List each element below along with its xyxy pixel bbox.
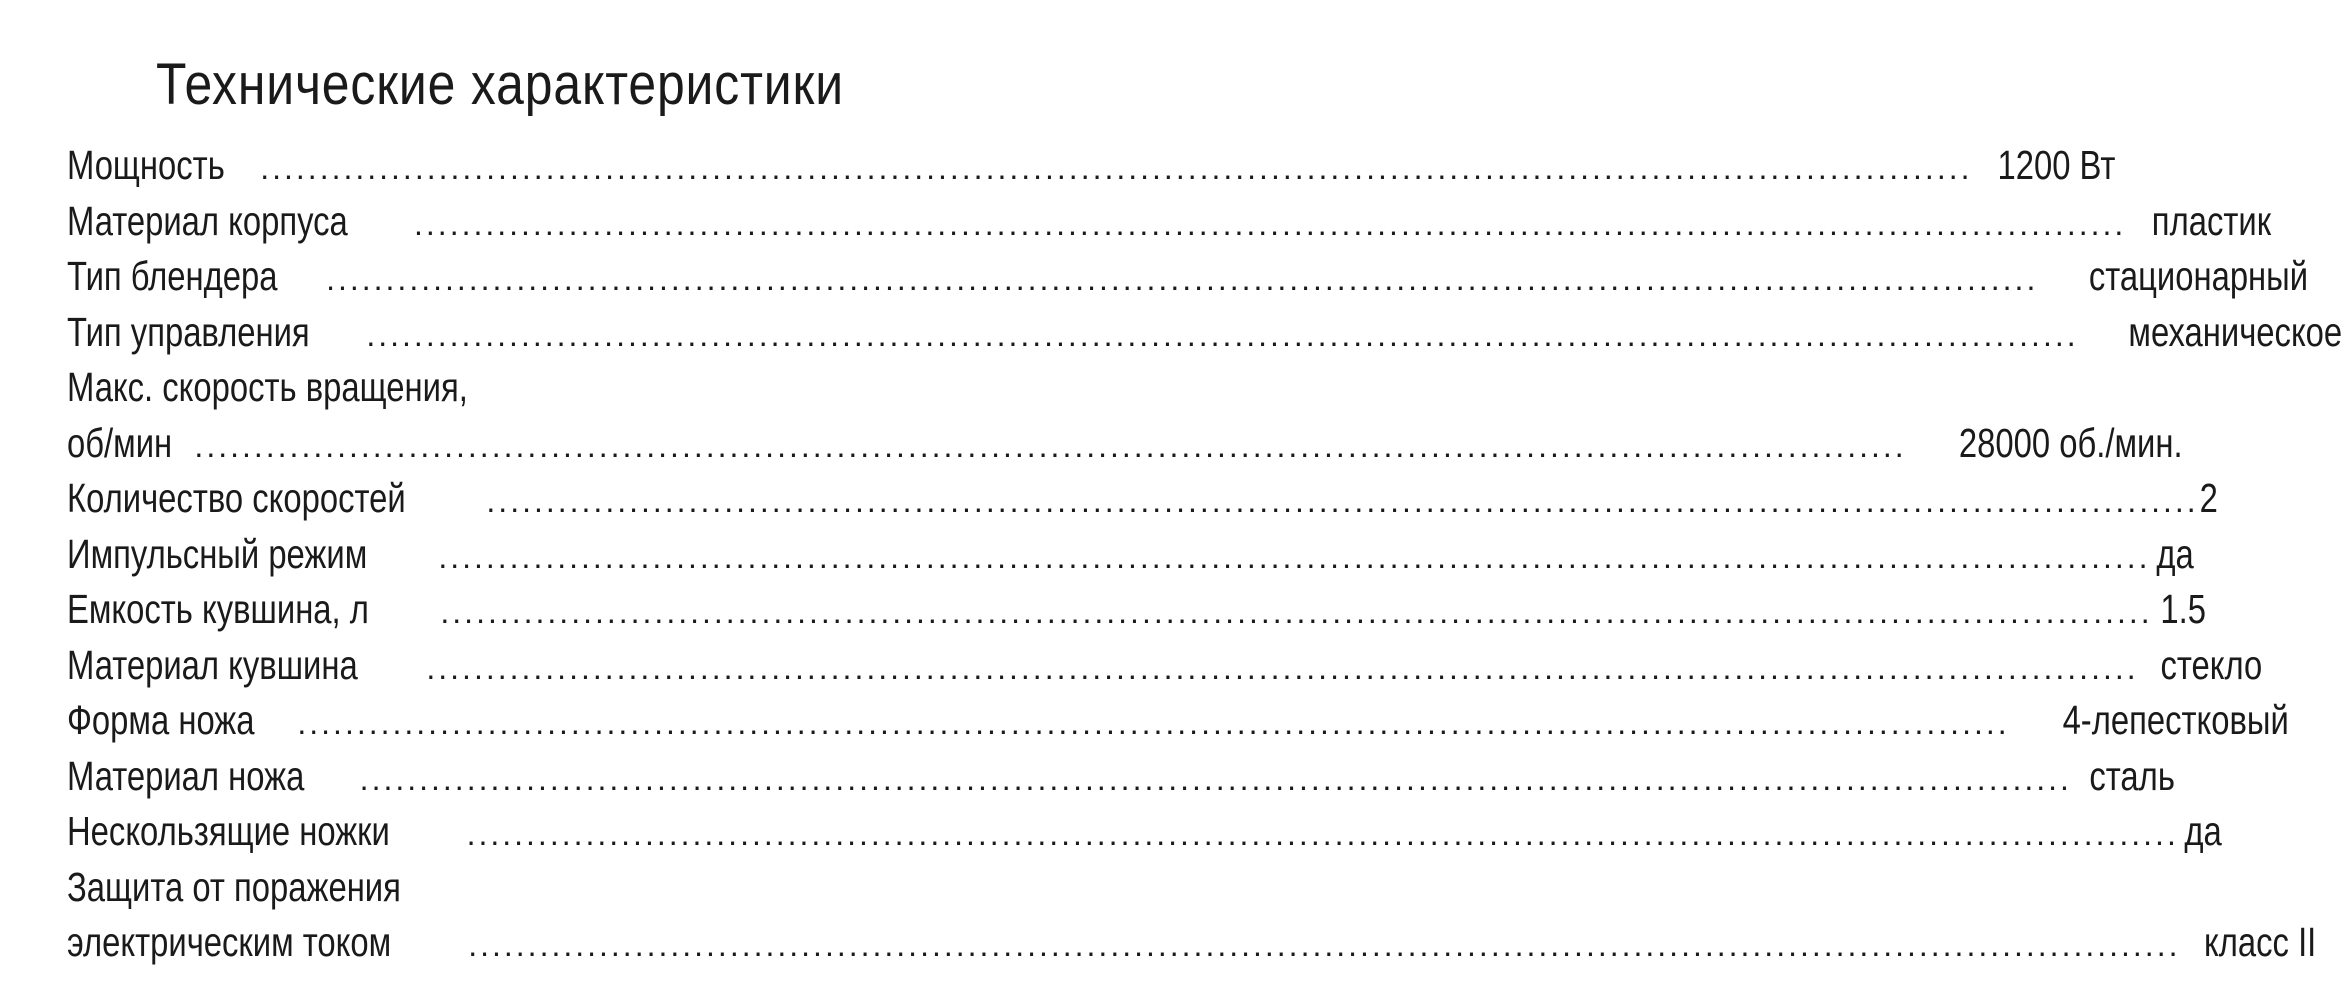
spec-value: класс II [2204, 919, 2317, 965]
spec-label-line1: Макс. скорость вращения, [67, 364, 468, 410]
spec-label: Материал ножа [67, 752, 305, 799]
dot-leader: ................................................................................................................................................ [414, 205, 2127, 242]
spec-value: да [2184, 808, 2222, 854]
spec-row-shock-protection [67, 915, 2317, 971]
spec-row-max-speed [67, 416, 2183, 472]
dot-leader: ................................................................................................................................................ [426, 649, 2139, 686]
spec-label: Форма ножа [67, 697, 255, 743]
dot-leader: ................................................................................................................................................ [297, 705, 2010, 741]
spec-row-blade-shape [67, 693, 2289, 749]
spec-value: стекло [2160, 641, 2262, 688]
spec-row-non-slip-feet [67, 804, 2222, 860]
spec-value: сталь [2089, 752, 2175, 799]
spec-row-blender-type [67, 249, 2309, 305]
spec-row-jug-capacity [67, 582, 2206, 638]
spec-value: 1200 Вт [1997, 142, 2116, 188]
spec-row-jug-material [67, 638, 2262, 694]
dot-leader: ................................................................................................................................................ [486, 483, 2199, 519]
spec-list [67, 138, 2342, 971]
dot-leader: ................................................................................................................................................ [366, 316, 2079, 353]
spec-label: электрическим током [67, 919, 392, 965]
spec-row-control-type [67, 305, 2342, 361]
spec-value: 1.5 [2160, 586, 2206, 632]
dot-leader: ................................................................................................................................................ [466, 816, 2179, 852]
dot-leader: ................................................................................................................................................ [468, 927, 2181, 963]
spec-label: Нескользящие ножки [67, 808, 390, 854]
spec-row-max-speed-heading [67, 360, 937, 416]
spec-label-line1: Защита от поражения [67, 863, 401, 910]
page-title [0, 50, 1000, 120]
spec-label: Материал корпуса [67, 197, 348, 244]
spec-row-power [67, 138, 2116, 194]
spec-label: Тип блендера [67, 253, 278, 299]
spec-label: Импульсный режим [67, 530, 368, 577]
dot-leader: ................................................................................................................................................ [326, 261, 2039, 297]
spec-value: 4-лепестковый [2062, 697, 2289, 743]
spec-value: 28000 об./мин. [1958, 419, 2183, 466]
dot-leader: ................................................................................................................................................ [359, 760, 2072, 797]
spec-value: стационарный [2089, 253, 2309, 299]
spec-value: пластик [2152, 197, 2272, 244]
dot-leader: ................................................................................................................................................ [194, 427, 1907, 464]
spec-label: Количество скоростей [67, 475, 406, 521]
spec-label: Емкость кувшина, л [67, 586, 369, 632]
page-title-text: Технические характеристики [156, 52, 844, 117]
dot-leader: ................................................................................................................................................ [438, 538, 2151, 575]
spec-row-pulse-mode [67, 527, 2194, 583]
spec-value: да [2155, 530, 2194, 577]
spec-row-shock-protection-heading [67, 860, 937, 916]
spec-row-body-material [67, 194, 2272, 250]
spec-label: об/мин [67, 419, 173, 466]
dot-leader: ................................................................................................................................................ [260, 150, 1973, 186]
spec-value: 2 [2199, 475, 2218, 521]
spec-label: Материал кувшина [67, 641, 358, 688]
dot-leader: ................................................................................................................................................ [440, 594, 2153, 630]
spec-label: Тип управления [67, 308, 310, 355]
spec-row-speed-count [67, 471, 2218, 527]
spec-value: механическое [2128, 308, 2342, 355]
spec-label: Мощность [67, 142, 225, 188]
spec-row-blade-material [67, 749, 2175, 805]
